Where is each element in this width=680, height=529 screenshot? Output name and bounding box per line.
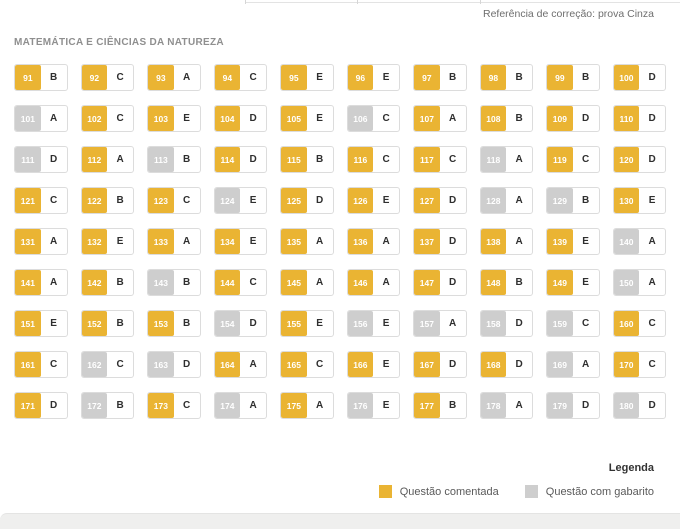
question-tile-107[interactable]: [413, 105, 467, 132]
question-answer: A: [183, 72, 191, 83]
question-number: 125: [281, 188, 307, 213]
question-answer: A: [50, 236, 58, 247]
question-tile-115[interactable]: [280, 146, 334, 173]
question-answer: E: [316, 113, 323, 124]
question-answer: A: [249, 359, 257, 370]
question-answer: C: [382, 113, 390, 124]
legend-item-commented: [379, 485, 499, 498]
question-answer: D: [449, 277, 457, 288]
question-number: 114: [215, 147, 241, 172]
question-number: 169: [547, 352, 573, 377]
question-tile-134[interactable]: [214, 228, 268, 255]
question-number: 129: [547, 188, 573, 213]
commented-swatch-icon: [379, 485, 392, 498]
answers-grid: [14, 64, 666, 419]
question-number: 139: [547, 229, 573, 254]
question-number: 98: [481, 65, 507, 90]
question-answer: D: [582, 400, 590, 411]
question-number: 106: [348, 106, 374, 131]
legend: [379, 462, 654, 498]
question-answer: B: [515, 277, 523, 288]
question-answer: A: [648, 277, 656, 288]
question-tile-159[interactable]: [546, 310, 600, 337]
question-answer: A: [515, 236, 523, 247]
question-tile-167[interactable]: [413, 351, 467, 378]
question-number: 161: [15, 352, 41, 377]
question-number: 109: [547, 106, 573, 131]
question-tile-138[interactable]: [480, 228, 534, 255]
question-answer: D: [183, 359, 191, 370]
question-number: 130: [614, 188, 640, 213]
question-tile-170[interactable]: [613, 351, 667, 378]
question-answer: E: [116, 236, 124, 247]
question-tile-149[interactable]: [546, 269, 600, 296]
question-number: 170: [614, 352, 640, 377]
question-number: 173: [148, 393, 174, 418]
question-answer: E: [316, 72, 323, 83]
question-tile-153[interactable]: [147, 310, 201, 337]
question-answer: D: [249, 154, 257, 165]
legend-label: Questão com gabarito: [545, 485, 654, 498]
legend-title: Legenda: [608, 462, 654, 474]
question-number: 95: [281, 65, 307, 90]
question-number: 155: [281, 311, 307, 336]
tab-divider: [245, 0, 246, 4]
question-tile-161[interactable]: [14, 351, 68, 378]
question-answer: E: [382, 359, 390, 370]
gabarito-swatch-icon: [525, 485, 538, 498]
question-answer: C: [183, 195, 191, 206]
question-tile-100[interactable]: [613, 64, 667, 91]
question-tile-92[interactable]: [81, 64, 135, 91]
question-answer: C: [50, 195, 58, 206]
question-tile-142[interactable]: [81, 269, 135, 296]
question-answer: B: [316, 154, 324, 165]
question-tile-133[interactable]: [147, 228, 201, 255]
question-tile-172[interactable]: [81, 392, 135, 419]
question-answer: A: [648, 236, 656, 247]
question-tile-169[interactable]: [546, 351, 600, 378]
question-tile-141[interactable]: [14, 269, 68, 296]
question-number: 111: [15, 147, 41, 172]
question-number: 102: [82, 106, 108, 131]
question-tile-119[interactable]: [546, 146, 600, 173]
question-answer: A: [249, 400, 257, 411]
question-number: 121: [15, 188, 41, 213]
question-tile-124[interactable]: [214, 187, 268, 214]
question-answer: D: [648, 72, 656, 83]
question-answer: C: [249, 277, 257, 288]
question-tile-148[interactable]: [480, 269, 534, 296]
question-tile-122[interactable]: [81, 187, 135, 214]
question-answer: D: [316, 195, 324, 206]
question-tile-174[interactable]: [214, 392, 268, 419]
question-tile-160[interactable]: [613, 310, 667, 337]
question-number: 126: [348, 188, 374, 213]
question-answer: E: [183, 113, 190, 124]
question-tile-91[interactable]: [14, 64, 68, 91]
question-number: 110: [614, 106, 640, 131]
question-number: 104: [215, 106, 241, 131]
question-tile-154[interactable]: [214, 310, 268, 337]
question-number: 120: [614, 147, 640, 172]
question-answer: A: [382, 236, 390, 247]
question-tile-118[interactable]: [480, 146, 534, 173]
question-answer: D: [50, 400, 58, 411]
question-number: 157: [414, 311, 440, 336]
question-number: 93: [148, 65, 174, 90]
question-answer: E: [249, 236, 257, 247]
question-answer: A: [183, 236, 191, 247]
question-answer: D: [515, 359, 523, 370]
question-number: 105: [281, 106, 307, 131]
question-number: 116: [348, 147, 374, 172]
question-answer: C: [249, 72, 257, 83]
question-answer: B: [449, 400, 457, 411]
tab-divider: [480, 0, 481, 4]
question-answer: B: [50, 72, 58, 83]
question-number: 150: [614, 270, 640, 295]
question-number: 179: [547, 393, 573, 418]
question-answer: E: [382, 72, 390, 83]
question-answer: E: [648, 195, 656, 206]
question-answer: D: [515, 318, 523, 329]
question-number: 99: [547, 65, 573, 90]
question-answer: A: [116, 154, 124, 165]
question-tile-150[interactable]: [613, 269, 667, 296]
question-tile-123[interactable]: [147, 187, 201, 214]
question-tile-110[interactable]: [613, 105, 667, 132]
question-number: 103: [148, 106, 174, 131]
question-tile-93[interactable]: [147, 64, 201, 91]
correction-reference: Referência de correção: prova Cinza: [482, 8, 654, 20]
question-tile-147[interactable]: [413, 269, 467, 296]
question-number: 132: [82, 229, 108, 254]
question-tile-132[interactable]: [81, 228, 135, 255]
question-number: 154: [215, 311, 241, 336]
question-number: 165: [281, 352, 307, 377]
question-number: 158: [481, 311, 507, 336]
question-tile-102[interactable]: [81, 105, 135, 132]
question-answer: C: [449, 154, 457, 165]
question-number: 160: [614, 311, 640, 336]
question-answer: C: [116, 72, 124, 83]
question-number: 118: [481, 147, 507, 172]
question-answer: A: [515, 195, 523, 206]
question-tile-157[interactable]: [413, 310, 467, 337]
question-answer: B: [582, 195, 590, 206]
question-number: 136: [348, 229, 374, 254]
question-answer: D: [249, 113, 257, 124]
question-number: 123: [148, 188, 174, 213]
question-number: 166: [348, 352, 374, 377]
question-number: 147: [414, 270, 440, 295]
question-answer: E: [316, 318, 323, 329]
question-answer: B: [582, 72, 590, 83]
question-number: 153: [148, 311, 174, 336]
question-tile-158[interactable]: [480, 310, 534, 337]
question-answer: B: [183, 277, 191, 288]
question-answer: C: [648, 318, 656, 329]
question-tile-151[interactable]: [14, 310, 68, 337]
question-tile-162[interactable]: [81, 351, 135, 378]
question-answer: E: [249, 195, 257, 206]
question-answer: B: [116, 195, 124, 206]
question-answer: A: [515, 154, 523, 165]
question-number: 135: [281, 229, 307, 254]
question-number: 151: [15, 311, 41, 336]
question-number: 122: [82, 188, 108, 213]
question-tile-116[interactable]: [347, 146, 401, 173]
question-number: 167: [414, 352, 440, 377]
question-answer: D: [449, 195, 457, 206]
section-title: MATEMÁTICA E CIÊNCIAS DA NATUREZA: [14, 37, 224, 48]
question-tile-177[interactable]: [413, 392, 467, 419]
question-tile-145[interactable]: [280, 269, 334, 296]
question-answer: A: [582, 359, 590, 370]
question-number: 133: [148, 229, 174, 254]
question-tile-143[interactable]: [147, 269, 201, 296]
question-number: 178: [481, 393, 507, 418]
question-number: 117: [414, 147, 440, 172]
question-number: 152: [82, 311, 108, 336]
question-number: 124: [215, 188, 241, 213]
question-tile-128[interactable]: [480, 187, 534, 214]
tab-divider: [357, 0, 358, 4]
question-tile-127[interactable]: [413, 187, 467, 214]
question-number: 146: [348, 270, 374, 295]
question-number: 149: [547, 270, 573, 295]
question-number: 171: [15, 393, 41, 418]
question-number: 115: [281, 147, 307, 172]
question-number: 91: [15, 65, 41, 90]
question-number: 164: [215, 352, 241, 377]
question-number: 96: [348, 65, 374, 90]
question-number: 175: [281, 393, 307, 418]
question-number: 142: [82, 270, 108, 295]
question-tile-146[interactable]: [347, 269, 401, 296]
question-tile-105[interactable]: [280, 105, 334, 132]
question-number: 162: [82, 352, 108, 377]
question-answer: E: [382, 400, 390, 411]
question-answer: A: [316, 236, 324, 247]
question-tile-173[interactable]: [147, 392, 201, 419]
question-tile-109[interactable]: [546, 105, 600, 132]
question-number: 145: [281, 270, 307, 295]
question-tile-175[interactable]: [280, 392, 334, 419]
question-answer: D: [50, 154, 58, 165]
question-tile-136[interactable]: [347, 228, 401, 255]
question-tile-144[interactable]: [214, 269, 268, 296]
question-answer: E: [582, 236, 589, 247]
question-tile-106[interactable]: [347, 105, 401, 132]
question-answer: B: [183, 318, 191, 329]
question-number: 140: [614, 229, 640, 254]
question-answer: A: [382, 277, 390, 288]
question-answer: B: [515, 113, 523, 124]
question-tile-104[interactable]: [214, 105, 268, 132]
question-number: 134: [215, 229, 241, 254]
question-answer: A: [316, 400, 324, 411]
question-tile-121[interactable]: [14, 187, 68, 214]
question-number: 137: [414, 229, 440, 254]
question-answer: C: [582, 318, 590, 329]
question-tile-114[interactable]: [214, 146, 268, 173]
question-answer: C: [183, 400, 191, 411]
question-number: 143: [148, 270, 174, 295]
question-tile-168[interactable]: [480, 351, 534, 378]
question-tile-120[interactable]: [613, 146, 667, 173]
question-number: 107: [414, 106, 440, 131]
question-number: 156: [348, 311, 374, 336]
question-tile-131[interactable]: [14, 228, 68, 255]
question-tile-101[interactable]: [14, 105, 68, 132]
question-answer: C: [648, 359, 656, 370]
question-answer: D: [249, 318, 257, 329]
question-answer: C: [116, 359, 124, 370]
question-number: 144: [215, 270, 241, 295]
question-tile-117[interactable]: [413, 146, 467, 173]
legend-item-gabarito: [525, 485, 654, 498]
question-number: 92: [82, 65, 108, 90]
question-answer: D: [582, 113, 590, 124]
question-number: 128: [481, 188, 507, 213]
question-tile-171[interactable]: [14, 392, 68, 419]
question-tile-163[interactable]: [147, 351, 201, 378]
question-tile-155[interactable]: [280, 310, 334, 337]
question-tile-97[interactable]: [413, 64, 467, 91]
question-answer: A: [515, 400, 523, 411]
question-number: 119: [547, 147, 573, 172]
question-number: 174: [215, 393, 241, 418]
question-tile-125[interactable]: [280, 187, 334, 214]
question-number: 94: [215, 65, 241, 90]
question-number: 148: [481, 270, 507, 295]
question-number: 127: [414, 188, 440, 213]
question-tile-111[interactable]: [14, 146, 68, 173]
question-number: 108: [481, 106, 507, 131]
question-tile-126[interactable]: [347, 187, 401, 214]
question-tile-98[interactable]: [480, 64, 534, 91]
question-answer: B: [183, 154, 191, 165]
question-answer: B: [116, 318, 124, 329]
legend-items: [379, 485, 654, 498]
question-tile-164[interactable]: [214, 351, 268, 378]
question-tile-112[interactable]: [81, 146, 135, 173]
question-answer: B: [116, 400, 124, 411]
question-answer: A: [449, 113, 457, 124]
question-answer: C: [316, 359, 324, 370]
question-tile-166[interactable]: [347, 351, 401, 378]
question-answer: D: [648, 400, 656, 411]
question-answer: E: [582, 277, 589, 288]
question-answer: B: [449, 72, 457, 83]
question-answer: B: [515, 72, 523, 83]
question-tile-176[interactable]: [347, 392, 401, 419]
question-number: 100: [614, 65, 640, 90]
question-tile-99[interactable]: [546, 64, 600, 91]
question-number: 112: [82, 147, 108, 172]
question-number: 159: [547, 311, 573, 336]
question-answer: C: [382, 154, 390, 165]
question-answer: D: [648, 154, 656, 165]
question-answer: E: [382, 195, 390, 206]
question-tile-113[interactable]: [147, 146, 201, 173]
question-answer: E: [50, 318, 57, 329]
question-answer: E: [382, 318, 390, 329]
question-number: 163: [148, 352, 174, 377]
question-tile-135[interactable]: [280, 228, 334, 255]
footer-bar: [0, 513, 680, 529]
question-number: 138: [481, 229, 507, 254]
question-number: 113: [148, 147, 174, 172]
tab-strip-remnant: [245, 0, 680, 3]
question-tile-95[interactable]: [280, 64, 334, 91]
question-number: 131: [15, 229, 41, 254]
question-answer: C: [116, 113, 124, 124]
question-answer: A: [50, 113, 58, 124]
question-tile-179[interactable]: [546, 392, 600, 419]
question-tile-165[interactable]: [280, 351, 334, 378]
question-tile-180[interactable]: [613, 392, 667, 419]
question-answer: C: [582, 154, 590, 165]
question-answer: A: [50, 277, 58, 288]
question-answer: A: [449, 318, 457, 329]
question-number: 180: [614, 393, 640, 418]
question-tile-152[interactable]: [81, 310, 135, 337]
question-tile-129[interactable]: [546, 187, 600, 214]
question-tile-96[interactable]: [347, 64, 401, 91]
question-number: 97: [414, 65, 440, 90]
question-tile-140[interactable]: [613, 228, 667, 255]
question-answer: D: [449, 359, 457, 370]
question-tile-178[interactable]: [480, 392, 534, 419]
question-tile-94[interactable]: [214, 64, 268, 91]
question-answer: A: [316, 277, 324, 288]
question-number: 176: [348, 393, 374, 418]
question-tile-108[interactable]: [480, 105, 534, 132]
question-answer: D: [648, 113, 656, 124]
question-number: 177: [414, 393, 440, 418]
question-number: 141: [15, 270, 41, 295]
question-tile-130[interactable]: [613, 187, 667, 214]
legend-label: Questão comentada: [399, 485, 499, 498]
question-number: 168: [481, 352, 507, 377]
question-tile-156[interactable]: [347, 310, 401, 337]
question-tile-139[interactable]: [546, 228, 600, 255]
question-answer: C: [50, 359, 58, 370]
question-tile-137[interactable]: [413, 228, 467, 255]
question-tile-103[interactable]: [147, 105, 201, 132]
question-number: 101: [15, 106, 41, 131]
question-answer: D: [449, 236, 457, 247]
question-number: 172: [82, 393, 108, 418]
question-answer: B: [116, 277, 124, 288]
